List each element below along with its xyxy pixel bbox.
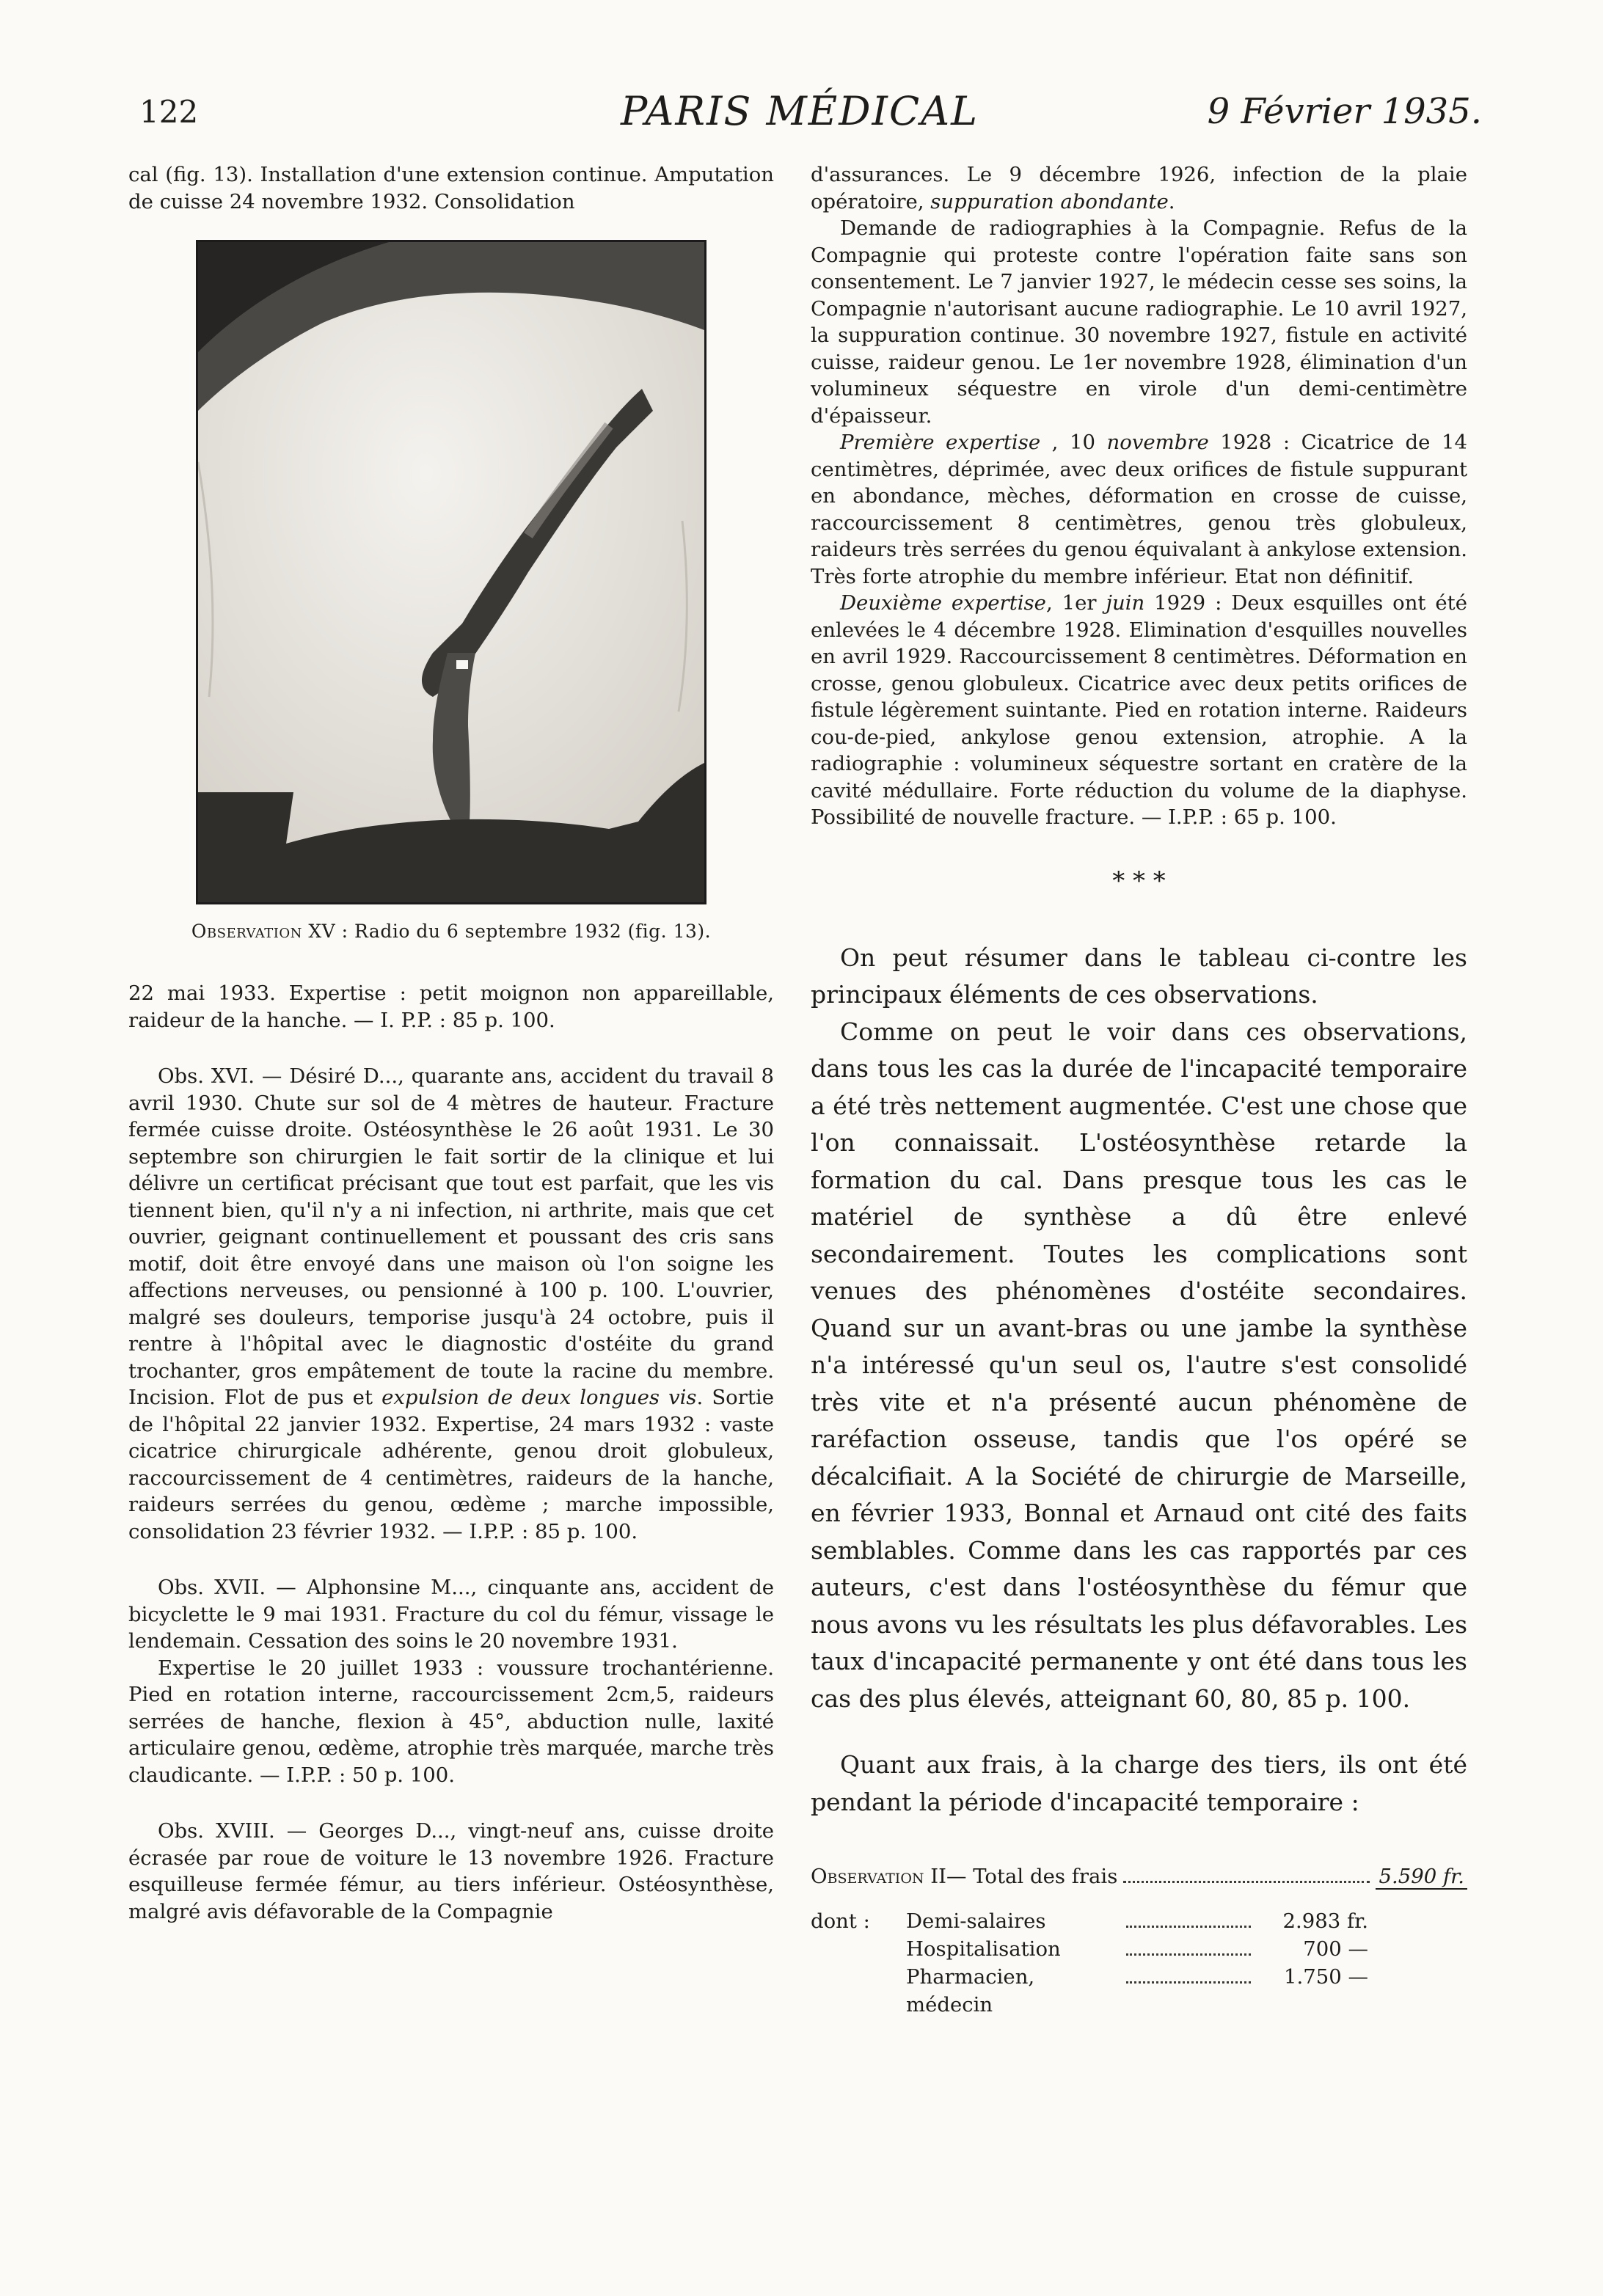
r3-italic-2: novembre [1106,431,1209,454]
issue-date: 9 Février 1935. [1207,91,1482,132]
costs-total-line [811,1865,1467,1890]
paragraph-continuation: cal (fig. 13). Installation d'une extension continue. Amputation de cuisse 24 novembre 1932. Consolidation [128,163,774,213]
paragraph-expertise: 22 mai 1933. Expertise : petit moignon non appareillable, raideur de la hanche. — I. P.P. : 85 p. 100. [128,981,774,1032]
page-header [117,88,1482,147]
costs-obs-label: Observation II [811,1865,946,1888]
observation-16 [128,1063,774,1545]
cost-name: Hospitalisation [906,1937,1061,1961]
cost-value: 700 — [1303,1937,1368,1961]
caption-label: Observation XV [191,921,336,942]
right-column [811,161,1467,2019]
cost-row [811,1963,1467,2019]
obs16-italic: expulsion de deux longues vis [381,1386,697,1409]
r4-text-b: 1929 : Deux esquilles ont été enlevées le 4 décembre 1928. Elimination d'esquilles nouvelles en avril 1929. Raccourcissement 8 centimètres. Déformation en crosse, genou globuleux. Cicatrice avec deux petits orifices de fistule légèrement suintante. Pied en rotation interne. Raideurs cou-de-pied, ankylose genou extension, atrophie. A la radiographie : volumineux séquestre sortant en cratère de la cavité médullaire. Forte réduction du volume de la diaphyse. Possibilité de nouvelle fracture. — I.P.P. : 65 p. 100. [811,591,1467,829]
paragraph-second-expertise [811,590,1467,831]
leader-dots [1126,1926,1251,1928]
paragraph-summary-intro: On peut résumer dans le tableau ci-contre les principaux éléments de ces observations. [811,943,1467,1009]
paragraph-summary-body: Comme on peut le voir dans ces observations, dans tous les cas la durée de l'incapacité temporaire a été très nettement augmentée. C'est une chose que l'on connaissait. L'ostéosynthèse retarde la formation du cal. Dans presque tous les cas le matériel de synthèse a dû être enlevé secondairement. Toutes les complications sont venues des phénomènes d'ostéite secondaires. Quand sur un avant-bras ou une jambe la synthèse n'a intéressé qu'un seul os, l'autre s'est consolidé très vite et n'a présenté aucun phénomène de raréfaction osseuse, tandis que l'os opéré se décalcifiait. A la Société de chirurgie de Marseille, en février 1933, Bonnal et Arnaud ont cité des faits semblables. Comme dans les cas rapportés par ces auteurs, c'est dans l'ostéosynthèse du fémur que nous avons vu les résultats les plus défavorables. Les taux d'incapacité permanente y ont été dans tous les cas des plus élevés, atteignant 60, 80, 85 p. 100. [811,1017,1467,1713]
observation-18: Obs. XVIII. — Georges D..., vingt-neuf ans, cuisse droite écrasée par roue de voiture le 13 novembre 1926. Fracture esquilleuse fermée fémur, au tiers inférieur. Ostéosynthèse, malgré avis défavorable de la Compagnie [128,1819,774,1923]
cost-name: Pharmacien, médecin [906,1965,1035,2017]
r3-text-b: 1928 : Cicatrice de 14 centimètres, déprimée, avec deux orifices de fistule suppurant en abondance, mèches, déformation en crosse de cuisse, raccourcissement 8 centimètres, genou très globuleux, raideurs très serrées du genou équivalant à ankylose extension. Très forte atrophie du membre inférieur. Etat non définitif. [811,431,1467,588]
costs-breakdown [811,1907,1467,2019]
r3-mid: , 10 [1040,431,1107,454]
cost-value: 2.983 fr. [1282,1909,1368,1933]
leader-dots [1126,1981,1251,1984]
paragraph-assurances [811,161,1467,215]
left-column [128,161,774,1925]
caption-text: : Radio du 6 septembre 1932 (fig. 13). [335,921,712,942]
obs16-text-a: Obs. XVI. — Désiré D..., quarante ans, accident du travail 8 avril 1930. Chute sur sol de 4 mètres de hauteur. Fracture fermée cuisse droite. Ostéosynthèse le 26 août 1931. Le 30 septembre son chirurgien le fait sortir de la clinique et lui délivre un certificat précisant que tout est parfait, que les vis tiennent bien, qu'il n'y a ni infection, ni arthrite, mais que cet ouvrier, geignant continuellement et poussant des cris sans motif, doit être envoyé dans une maison où l'on soigne les affections nerveuses, ou pensionné à 100 p. 100. L'ouvrier, malgré ses douleurs, temporise jusqu'à 24 octobre, puis il rentre à l'hôpital avec le diagnostic d'ostéite du grand trochanter, gros empâtement de toute la racine du membre. Incision. Flot de pus et [128,1064,774,1409]
r1-text-a: d'assurances. Le 9 décembre 1926, infection de la plaie opératoire, [811,163,1467,213]
leader-dots [1123,1881,1370,1883]
radiograph-figure [196,240,706,904]
figure-caption [128,921,774,942]
dont-label: dont : [811,1909,870,1933]
cost-value: 1.750 — [1284,1965,1368,1989]
section-separator: * * * [1112,866,1166,896]
r4-mid: , 1er [1045,591,1106,615]
r1-italic: suppuration abondante [930,189,1169,213]
r4-italic: Deuxième expertise [840,591,1046,615]
r3-italic: Première expertise [840,431,1041,454]
paragraph-first-expertise [811,429,1467,590]
journal-title: PARIS MÉDICAL [620,88,979,134]
radiograph-image [198,242,704,902]
page-number: 122 [139,94,199,130]
costs-total-label: — Total des frais [946,1865,1118,1888]
leader-dots [1126,1953,1251,1956]
obs16-text-b: . Sortie de l'hôpital 22 janvier 1932. Expertise, 24 mars 1932 : vaste cicatrice chirurgicale adhérente, genou droit globuleux, raccourcissement de 4 centimètres, raideurs de la hanche, raideurs serrées du genou, œdème ; marche impossible, consolidation 23 février 1932. — I.P.P. : 85 p. 100. [128,1386,774,1543]
observation-17a: Obs. XVII. — Alphonsine M..., cinquante ans, accident de bicyclette le 9 mai 1931. Fracture du col du fémur, vissage le lendemain. Cessation des soins le 20 novembre 1931. [128,1576,774,1653]
costs-total-value: 5.590 fr. [1376,1865,1467,1890]
cost-name: Demi-salaires [906,1909,1046,1933]
cost-row [811,1935,1467,1963]
observation-17b: Expertise le 20 juillet 1933 : voussure trochantérienne. Pied en rotation interne, raccourcissement 2cm,5, raideurs serrées de hanche, flexion à 45°, abduction nulle, laxité articulaire genou, œdème, atrophie très marquée, marche très claudicante. — I.P.P. : 50 p. 100. [128,1656,774,1787]
paragraph-costs-intro: Quant aux frais, à la charge des tiers, ils ont été pendant la période d'incapacité temporaire : [811,1750,1467,1816]
r1-text-b: . [1168,189,1175,213]
r4-italic-2: juin [1106,591,1145,615]
cost-row [811,1907,1467,1935]
paragraph-radiographies: Demande de radiographies à la Compagnie. Refus de la Compagnie qui proteste contre l'opération faite sans son consentement. Le 7 janvier 1927, le médecin cesse ses soins, la Compagnie n'autorisant aucune radiographie. Le 10 avril 1927, la suppuration continue. 30 novembre 1927, fistule en activité cuisse, raideur genou. Le 1er novembre 1928, élimination d'un volumineux séquestre en virole d'un demi-centimètre d'épaisseur. [811,216,1467,428]
